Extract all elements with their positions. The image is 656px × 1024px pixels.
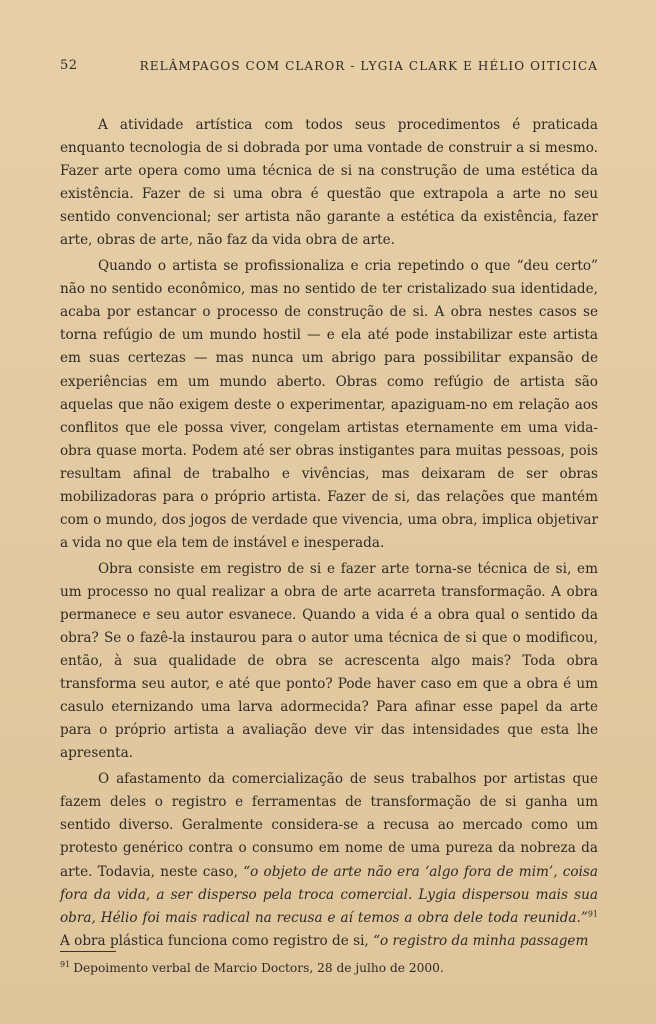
running-head [60, 58, 598, 78]
body-text [60, 114, 598, 953]
footnote-divider [60, 951, 116, 952]
page-number: 52 [60, 58, 78, 73]
paragraph: Obra consiste em registro de si e fazer arte torna-se técnica de si, em um processo no qual realizar a obra de arte acarreta transformação. A obra permanece e seu autor esvanece. Quando a vida é a obra qual o sentido da obra? Se o fazê-la instaurou para o autor uma técnica de si que o modificou, então, à sua qualidade de obra se acrescenta algo mais? Toda obra transforma seu autor, e até que ponto? Pode haver caso em que a obra é um casulo eternizando uma larva adormecida? Para afinar esse papel da arte para o próprio artista a avaliação deve vir das intensidades que esta lhe apresenta. [60, 560, 598, 762]
footnote-number: 91 [60, 959, 71, 969]
footnote-reference[interactable]: 91 [587, 909, 598, 919]
paragraph-text: A obra plástica funciona como registro de si, [60, 932, 374, 949]
paragraph: Quando o artista se profissionaliza e cria repetindo o que “deu certo” não no sentido econômico, mas no sentido de ter cristalizado sua identidade, acaba por estancar o processo de construção de si. A obra nestes casos se torna refúgio de um mundo hostil — e ela até pode instabilizar este artista em suas certezas — mas nunca um abrigo para possibilitar expansão de experiências em um mundo aberto. Obras como refúgio de artista são aquelas que não exigem deste o experimentar, apaziguam-no em relação aos conflitos que ele possa viver, congelam artistas eternamente em uma vida-obra quase morta. Podem até ser obras instigantes para muitas pessoas, pois resultam afinal de trabalho e vivências, mas deixaram de ser obras mobilizadoras para o próprio artista. Fazer de si, das relações que mantém com o mundo, dos jogos de verdade que vivencia, uma obra, implica objetivar a vida no que ela tem de instável e inesperada. [60, 258, 598, 551]
paragraph-text: O afastamento da comercialização de seus trabalhos por artistas que fazem deles o registro e ferramentas de transformação de si ganha um sentido diverso. Geralmente considera-se a recusa ao mercado como um protesto genérico contra o consumo em nome de uma pureza da nobreza da arte. Todavia, neste caso, [60, 771, 598, 880]
running-title: RELÂMPAGOS COM CLAROR - LYGIA CLARK E HÉLIO OITICICA [139, 59, 598, 73]
paragraph: A atividade artística com todos seus procedimentos é praticada enquanto tecnologia de si dobrada por uma vontade de construir a si mesmo. Fazer arte opera como uma técnica de si na construção de uma estética da existência. Fazer de si uma obra é questão que extrapola a arte no seu sentido convencional; ser artista não garante a estética da existência, fazer arte, obras de arte, não faz da vida obra de arte. [60, 117, 598, 249]
footnote-text: Depoimento verbal de Marcio Doctors, 28 de julho de 2000. [73, 961, 444, 975]
quotation: “o objeto de arte não era ‘algo fora de mim’, coisa fora da vida, a ser disperso pela troca comercial. Lygia dispersou mais sua obra, Hélio foi mais radical na recusa e aí temos a obra dele toda reunida.” [60, 863, 599, 926]
paragraph [60, 768, 598, 952]
footnote [60, 960, 600, 976]
quotation: “o registro da minha passagem [373, 932, 589, 949]
